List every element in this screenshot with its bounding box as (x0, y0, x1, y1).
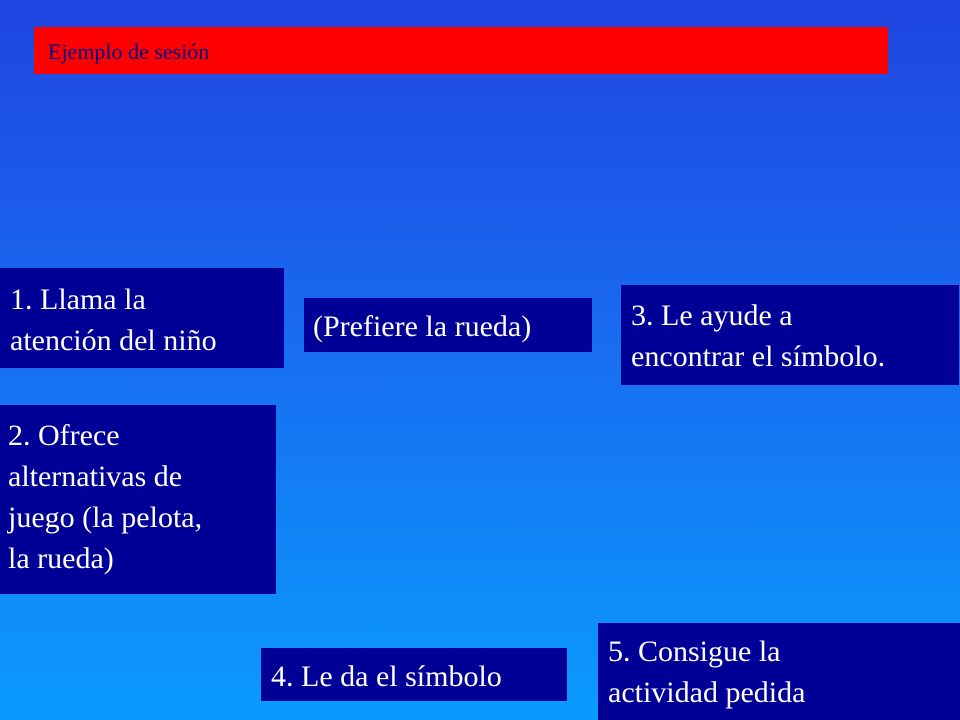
slide-title: Ejemplo de sesión (48, 39, 210, 64)
step-3-line-1: 3. Le ayude a (631, 299, 793, 332)
step-2-line-4: la rueda) (8, 542, 114, 575)
step-2-box (0, 405, 276, 594)
step-3-line-2: encontrar el símbolo. (631, 340, 886, 373)
step-2-line-1: 2. Ofrece (8, 419, 120, 452)
step-3-box (621, 285, 959, 385)
step-1-box (0, 268, 284, 368)
step-2-line-2: alternativas de (8, 460, 183, 493)
step-5-line-1: 5. Consigue la (608, 635, 781, 668)
step-5-line-2: actividad pedida (608, 676, 806, 709)
slide-title-bar (34, 27, 888, 74)
step-2-line-3: juego (la pelota, (8, 501, 203, 534)
preference-note-box (304, 298, 592, 352)
step-4-text: 4. Le da el símbolo (271, 660, 502, 693)
step-1-line-1: 1. Llama la (10, 283, 146, 316)
step-5-box (598, 623, 960, 720)
preference-note: (Prefiere la rueda) (313, 310, 532, 343)
step-1-line-2: atención del niño (10, 324, 217, 357)
step-4-box (261, 648, 567, 701)
